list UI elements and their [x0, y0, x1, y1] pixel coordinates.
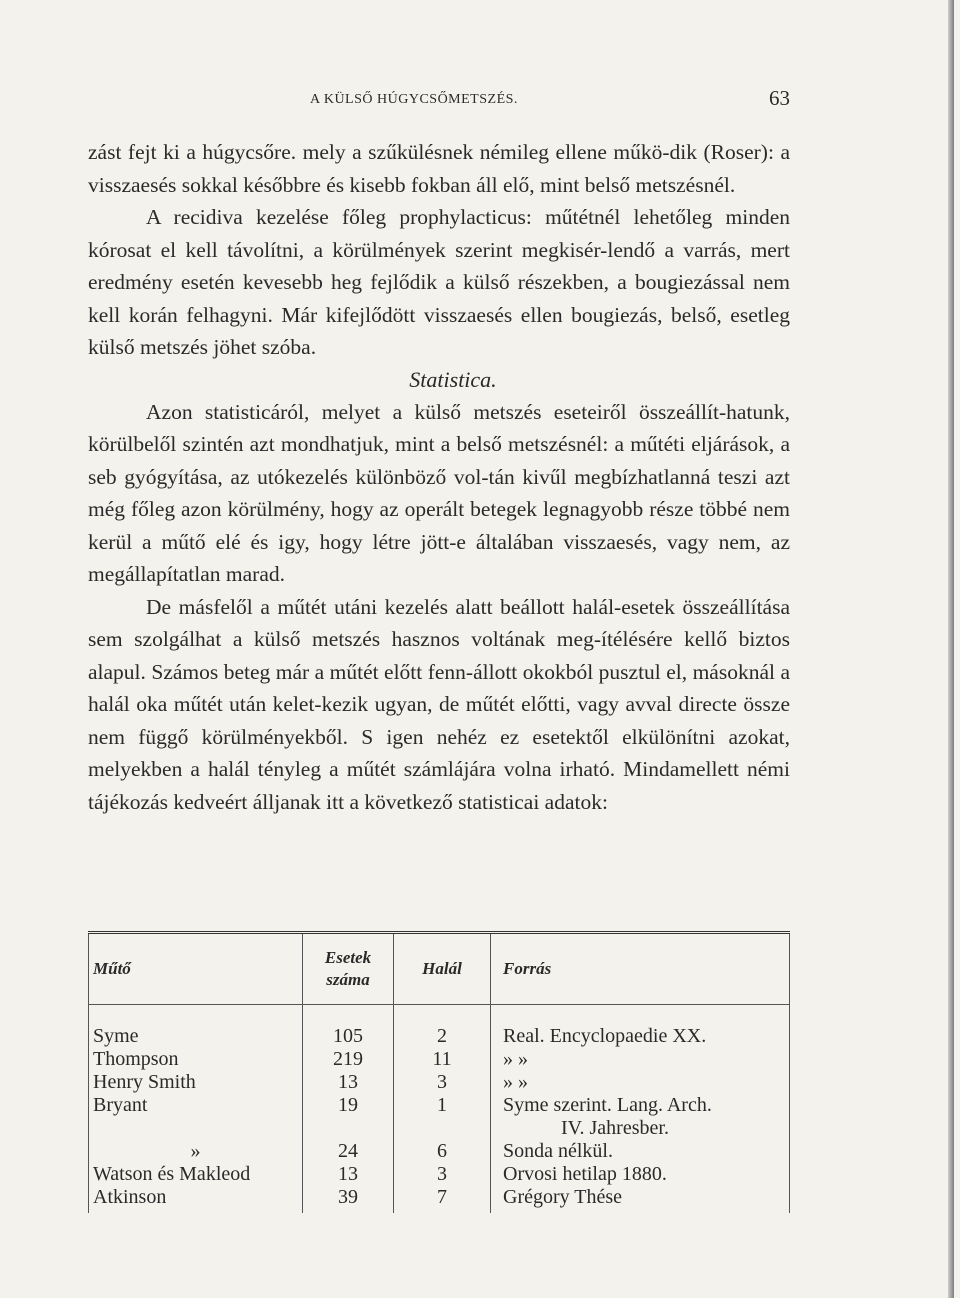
cell-surgeon [89, 1117, 303, 1140]
cell-surgeon: » [89, 1140, 303, 1163]
cell-cases: 39 [303, 1186, 394, 1213]
cell-source: Orvosi hetilap 1880. [491, 1163, 790, 1186]
header-source: Forrás [491, 933, 790, 1005]
cell-cases: 105 [303, 1005, 394, 1049]
page-edge [948, 0, 954, 1298]
cell-cases: 13 [303, 1071, 394, 1094]
paragraph: Azon statisticáról, melyet a külső metszés eseteiről összeállít-hatunk, körülbelől szintén azt mondhatjuk, mint a belső metszésnél: a műtéti eljárások, a seb gyógyítása, az utókezelés különböző vol-tán kivűl megbízhatlanná teszi azt még főleg azon körülmény, hogy az operált betegek legnagyobb része többé nem kerül a műtő elé és igy, hogy létre jött-e általában visszaesés, vagy nem, az megállapítatlan marad. [88, 399, 790, 586]
statistics-table [88, 931, 790, 1213]
paragraph: De másfelől a műtét utáni kezelés alatt beállott halál-esetek összeállítása sem szolgálhat a külső metszés hasznos voltának meg-ítélésére kellő biztos alapul. Számos beteg már a műtét előtt fenn-állott okokból pusztul el, másoknál a halál oka műtét után kelet-kezik ugyan, de műtét előtti, vagy avval directe össze nem függő körülményekből. S igen nehéz ez esetektől elkülönítni azokat, melyekben a halál tényleg a műtét számlájára volna irható. Mindamellett némi tájékozás kedveért álljanak itt a következő statisticai adatok: [88, 594, 790, 814]
cell-source: Real. Encyclopaedie XX. [491, 1005, 790, 1049]
paragraph: zást fejt ki a húgycsőre. mely a szűkülésnek némileg ellene műkö-dik (Roser): a visszaesés sokkal későbbre és kisebb fokban áll elő, mint belső metszésnél. [88, 140, 790, 197]
cell-surgeon: Bryant [89, 1094, 303, 1117]
cell-surgeon: Henry Smith [89, 1071, 303, 1094]
cell-deaths: 6 [394, 1140, 491, 1163]
body-text [88, 136, 790, 818]
paragraph: A recidiva kezelése főleg prophylacticus: műtétnél lehetőleg minden kórosat el kell távolítni, a körülmények szerint megkisér-lendő a varrás, mert eredmény esetén kevesebb heg fejlődik a külső részekben, a bougiezással nem kell korán felhagyni. Már kifejlődött visszaesés ellen bougiezás, belső, esetleg külső metszés jöhet szóba. [88, 205, 790, 359]
running-title: A KÜLSŐ HÚGYCSŐMETSZÉS. [310, 92, 518, 107]
table-row [89, 1186, 790, 1213]
cell-deaths: 11 [394, 1048, 491, 1071]
table-row [89, 1117, 790, 1140]
cell-source: Sonda nélkül. [491, 1140, 790, 1163]
cell-deaths: 3 [394, 1071, 491, 1094]
section-heading: Statistica. [409, 366, 497, 392]
cell-deaths: 3 [394, 1163, 491, 1186]
table-row [89, 1048, 790, 1071]
header-cases: Esetek száma [303, 933, 394, 1005]
cell-surgeon: Watson és Makleod [89, 1163, 303, 1186]
cell-deaths: 1 [394, 1094, 491, 1117]
page-header [88, 86, 790, 116]
page-number: 63 [769, 86, 790, 110]
cell-surgeon: Syme [89, 1005, 303, 1049]
cell-source: Syme szerint. Lang. Arch. [491, 1094, 790, 1117]
cell-cases [303, 1117, 394, 1140]
cell-cases: 24 [303, 1140, 394, 1163]
table-row [89, 1005, 790, 1049]
table-row [89, 1094, 790, 1117]
cell-source: IV. Jahresber. [491, 1117, 790, 1140]
cell-deaths: 7 [394, 1186, 491, 1213]
table-row [89, 1140, 790, 1163]
cell-source: Grégory Thése [491, 1186, 790, 1213]
table-row [89, 1071, 790, 1094]
cell-surgeon: Thompson [89, 1048, 303, 1071]
cell-deaths: 2 [394, 1005, 491, 1049]
cell-source: » » [491, 1071, 790, 1094]
cell-source: » » [491, 1048, 790, 1071]
header-surgeon: Műtő [89, 933, 303, 1005]
header-deaths: Halál [394, 933, 491, 1005]
cell-surgeon: Atkinson [89, 1186, 303, 1213]
table-header-row [89, 933, 790, 1005]
cell-cases: 13 [303, 1163, 394, 1186]
cell-cases: 19 [303, 1094, 394, 1117]
cell-cases: 219 [303, 1048, 394, 1071]
table-row [89, 1163, 790, 1186]
cell-deaths [394, 1117, 491, 1140]
